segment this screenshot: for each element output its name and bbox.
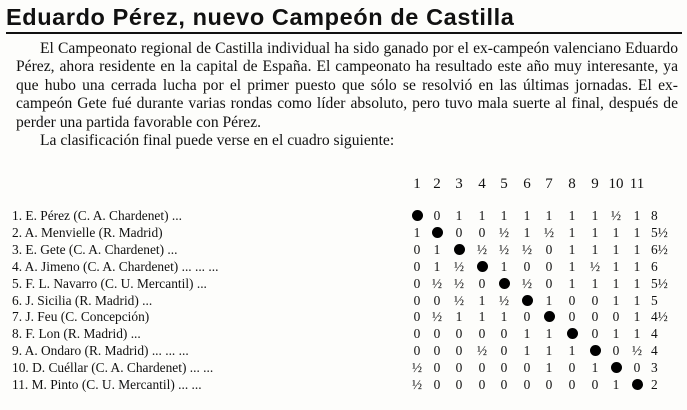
- result-cell: 0: [545, 258, 553, 274]
- diagonal-dot-icon: [412, 210, 423, 221]
- result-cell: 0: [455, 343, 463, 359]
- diagonal-dot-icon: [454, 244, 465, 255]
- result-cell: 1: [633, 241, 641, 257]
- result-cell: 1: [568, 258, 576, 274]
- diagonal-dot: [473, 259, 491, 275]
- result-cell: 0: [568, 309, 576, 325]
- table-row: [0, 259, 687, 275]
- result-cell: 1: [545, 292, 553, 308]
- result-cell: 1: [523, 326, 531, 342]
- result-cell: 1: [633, 258, 641, 274]
- column-header-7: 7: [545, 176, 553, 192]
- result-cell: ½: [589, 258, 601, 274]
- result-cell: 1: [500, 208, 508, 223]
- result-cell: 0: [523, 309, 531, 325]
- result-cell: 0: [545, 241, 553, 257]
- article-paragraph-2: La clasificación final puede verse en el cuadro siguiente:: [40, 132, 395, 150]
- result-cell: 1: [478, 309, 486, 325]
- result-cell: 0: [568, 292, 576, 308]
- result-cell: 1: [433, 241, 441, 257]
- result-cell: 1: [591, 241, 599, 257]
- result-cell: 0: [455, 377, 463, 392]
- result-cell: ½: [411, 377, 423, 392]
- result-cell: 0: [413, 275, 421, 291]
- diagonal-dot: [563, 326, 581, 342]
- result-cell: ½: [631, 343, 643, 359]
- result-cell: 1: [545, 326, 553, 342]
- result-cell: ½: [521, 275, 533, 291]
- result-cell: 1: [633, 292, 641, 308]
- result-cell: 1: [633, 224, 641, 240]
- diagonal-dot-icon: [477, 261, 488, 272]
- result-cell: 1: [545, 343, 553, 359]
- diagonal-dot: [408, 208, 426, 224]
- result-cell: ½: [476, 343, 488, 359]
- player-name: 8. F. Lon (R. Madrid) ...: [12, 326, 141, 342]
- total-points: 4½: [651, 309, 668, 325]
- diagonal-dot-icon: [590, 345, 601, 356]
- total-points: 4: [651, 326, 658, 342]
- result-cell: 1: [633, 275, 641, 291]
- standings-table: [0, 176, 687, 406]
- diagonal-dot: [495, 276, 513, 292]
- result-cell: 0: [455, 360, 463, 376]
- result-cell: 0: [433, 360, 441, 376]
- player-name: 1. E. Pérez (C. A. Chardenet) ...: [12, 208, 182, 223]
- article-body: [16, 40, 678, 150]
- table-row: [0, 343, 687, 359]
- result-cell: 1: [478, 208, 486, 223]
- result-cell: 0: [413, 326, 421, 342]
- diagonal-dot: [607, 360, 625, 376]
- result-cell: 1: [568, 241, 576, 257]
- total-points: 8: [651, 208, 658, 223]
- table-row: [0, 326, 687, 342]
- total-points: 6: [651, 258, 658, 274]
- result-cell: ½: [498, 241, 510, 257]
- diagonal-dot: [428, 225, 446, 241]
- result-cell: 0: [500, 343, 508, 359]
- result-cell: ½: [543, 224, 555, 240]
- result-cell: ½: [453, 258, 465, 274]
- result-cell: ½: [498, 292, 510, 308]
- column-header-4: 4: [478, 176, 486, 192]
- column-header-6: 6: [523, 176, 531, 192]
- result-cell: 0: [433, 292, 441, 308]
- result-cell: ½: [498, 224, 510, 240]
- result-cell: 0: [633, 360, 641, 376]
- table-row: [0, 225, 687, 241]
- result-cell: 1: [612, 224, 620, 240]
- result-cell: 0: [413, 343, 421, 359]
- result-cell: 0: [523, 377, 531, 392]
- total-points: 3: [651, 360, 658, 376]
- table-row: [0, 309, 687, 325]
- result-cell: 0: [523, 360, 531, 376]
- diagonal-dot-icon: [544, 311, 555, 322]
- diagonal-dot: [518, 293, 536, 309]
- result-cell: 0: [591, 292, 599, 308]
- result-cell: 1: [612, 377, 620, 392]
- table-row: [0, 242, 687, 258]
- column-header-8: 8: [568, 176, 576, 192]
- result-cell: 0: [478, 360, 486, 376]
- result-cell: 1: [545, 360, 553, 376]
- result-cell: 1: [455, 309, 463, 325]
- result-cell: ½: [431, 309, 443, 325]
- result-cell: 0: [413, 292, 421, 308]
- result-cell: 1: [545, 208, 553, 223]
- column-header-3: 3: [455, 176, 463, 192]
- result-cell: 0: [455, 224, 463, 240]
- result-cell: 0: [433, 208, 441, 223]
- result-cell: 0: [413, 309, 421, 325]
- result-cell: ½: [476, 241, 488, 257]
- total-points: 5: [651, 292, 658, 308]
- diagonal-dot-icon: [567, 328, 578, 339]
- result-cell: ½: [453, 292, 465, 308]
- total-points: 6½: [651, 241, 668, 257]
- result-cell: 1: [413, 224, 421, 240]
- table-row: [0, 276, 687, 292]
- result-cell: 1: [568, 275, 576, 291]
- result-cell: ½: [411, 360, 423, 376]
- result-cell: 0: [591, 377, 599, 392]
- player-name: 11. M. Pinto (C. U. Mercantil) ... ...: [12, 377, 202, 392]
- result-cell: 1: [591, 224, 599, 240]
- result-cell: 1: [523, 343, 531, 359]
- headline: Eduardo Pérez, nuevo Campeón de Castilla: [6, 2, 682, 34]
- result-cell: 0: [500, 360, 508, 376]
- diagonal-dot-icon: [432, 227, 443, 238]
- result-cell: 1: [568, 224, 576, 240]
- result-cell: 1: [612, 292, 620, 308]
- diagonal-dot-icon: [499, 278, 510, 289]
- total-points: 4: [651, 343, 658, 359]
- result-cell: 0: [455, 326, 463, 342]
- result-cell: 1: [523, 224, 531, 240]
- result-cell: 0: [500, 377, 508, 392]
- diagonal-dot-icon: [522, 295, 533, 306]
- result-cell: 1: [568, 208, 576, 223]
- result-cell: 0: [433, 377, 441, 392]
- result-cell: 0: [591, 309, 599, 325]
- result-cell: 0: [591, 326, 599, 342]
- diagonal-dot: [540, 309, 558, 325]
- result-cell: 1: [633, 326, 641, 342]
- diagonal-dot: [628, 377, 646, 393]
- result-cell: 0: [413, 258, 421, 274]
- column-header-10: 10: [608, 176, 624, 192]
- result-cell: 0: [523, 258, 531, 274]
- result-cell: 0: [478, 377, 486, 392]
- result-cell: 1: [591, 275, 599, 291]
- result-cell: 1: [455, 208, 463, 223]
- table-row: [0, 208, 687, 224]
- result-cell: 0: [478, 275, 486, 291]
- result-cell: ½: [521, 241, 533, 257]
- column-header-1: 1: [413, 176, 421, 192]
- result-cell: 0: [612, 343, 620, 359]
- column-header-5: 5: [500, 176, 508, 192]
- result-cell: 1: [500, 309, 508, 325]
- table-row: [0, 377, 687, 393]
- result-cell: 0: [433, 326, 441, 342]
- column-header-2: 2: [433, 176, 441, 192]
- result-cell: 1: [612, 275, 620, 291]
- result-cell: 0: [568, 377, 576, 392]
- result-cell: 0: [500, 326, 508, 342]
- result-cell: 0: [433, 343, 441, 359]
- result-cell: 0: [568, 360, 576, 376]
- result-cell: ½: [431, 275, 443, 291]
- diagonal-dot-icon: [611, 362, 622, 373]
- result-cell: 0: [478, 224, 486, 240]
- total-points: 5½: [651, 224, 668, 240]
- player-name: 5. F. L. Navarro (C. U. Mercantil) ...: [12, 275, 207, 291]
- result-cell: 0: [478, 326, 486, 342]
- result-cell: 1: [633, 208, 641, 223]
- result-cell: 1: [591, 208, 599, 223]
- result-cell: 1: [591, 360, 599, 376]
- result-cell: 1: [478, 292, 486, 308]
- result-cell: 1: [523, 208, 531, 223]
- result-cell: 1: [500, 258, 508, 274]
- player-name: 2. A. Menvielle (R. Madrid): [12, 224, 163, 240]
- player-name: 10. D. Cuéllar (C. A. Chardenet) ... ...: [12, 360, 214, 376]
- player-name: 4. A. Jimeno (C. A. Chardenet) ... ... ...: [12, 258, 219, 274]
- column-header-11: 11: [629, 176, 645, 192]
- player-name: 7. J. Feu (C. Concepción): [12, 309, 150, 325]
- diagonal-dot: [586, 343, 604, 359]
- result-cell: ½: [610, 208, 622, 223]
- player-name: 3. E. Gete (C. A. Chardenet) ...: [12, 241, 178, 257]
- result-cell: 1: [612, 241, 620, 257]
- result-cell: 1: [612, 326, 620, 342]
- player-name: 9. A. Ondaro (R. Madrid) ... ... ...: [12, 343, 189, 359]
- result-cell: 0: [612, 309, 620, 325]
- table-row: [0, 293, 687, 309]
- total-points: 5½: [651, 275, 668, 291]
- result-cell: 1: [568, 343, 576, 359]
- diagonal-dot-icon: [632, 379, 643, 390]
- result-cell: 1: [433, 258, 441, 274]
- article-paragraph-1: El Campeonato regional de Castilla individual ha sido ganado por el ex-campeón valenciano Eduardo Pérez, ahora residente en la capital de España. El campeonato ha resultado este año muy interesante, ya que hubo una cerrada lucha por el primer puesto que sólo se resolvió en las últimas jornadas. El ex-campeón Gete fué durante varias rondas como líder absoluto, pero tuvo mala suerte al final, después de perder una partida favorable con Pérez.: [16, 40, 678, 131]
- result-cell: 1: [633, 309, 641, 325]
- player-name: 6. J. Sicilia (R. Madrid) ...: [12, 292, 153, 308]
- total-points: 2: [651, 377, 658, 392]
- diagonal-dot: [450, 242, 468, 258]
- result-cell: 0: [545, 275, 553, 291]
- result-cell: 1: [612, 258, 620, 274]
- result-cell: ½: [453, 275, 465, 291]
- result-cell: 0: [413, 241, 421, 257]
- table-row: [0, 360, 687, 376]
- column-header-9: 9: [591, 176, 599, 192]
- result-cell: 0: [545, 377, 553, 392]
